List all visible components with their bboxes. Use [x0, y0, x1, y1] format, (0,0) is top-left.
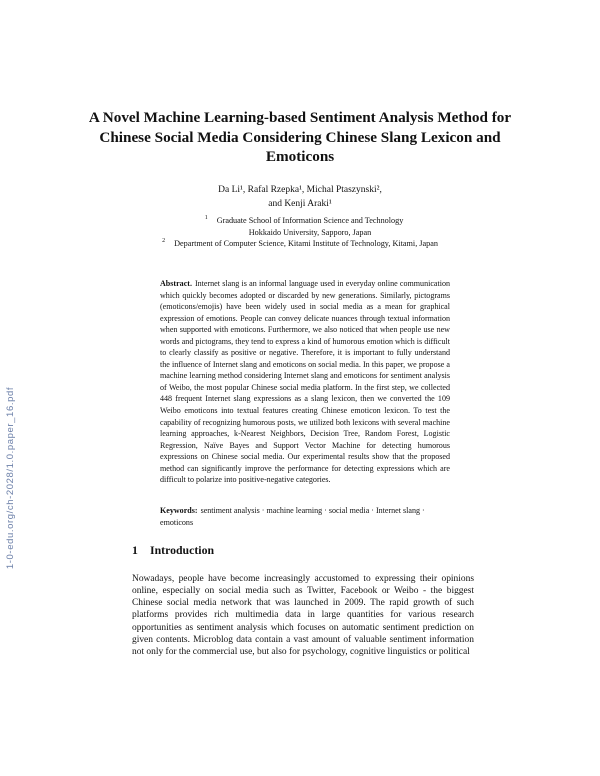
abstract-label: Abstract.: [160, 279, 192, 288]
affiliation-2-line-1: Department of Computer Science, Kitami Institute of Technology, Kitami, Japan: [174, 239, 438, 248]
abstract: [160, 278, 450, 486]
affiliation-1: [140, 215, 480, 238]
affiliation-1-line-2: Hokkaido University, Sapporo, Japan: [248, 227, 372, 237]
section-heading-introduction: [132, 543, 472, 557]
introduction-paragraph: Nowadays, people have become increasingly accustomed to expressing their opinions online, especially on social media such as Twitter, Facebook or Weibo - the biggest Chinese social media network that was launched in 2009. The rapid growth of such platforms provides rich multimedia data in large quantities for various research opportunities as sentiment analysis which focuses on automatic sentiment prediction on given contents. Microblog data contain a vast amount of valuable sentiment information not only for the commercial use, but also for psychology, cognitive linguistics or political: [132, 574, 474, 657]
author-line-1: Da Li¹, Rafal Rzepka¹, Michal Ptaszynski²,: [218, 185, 382, 195]
author-list: [120, 183, 480, 211]
arxiv-side-identifier[interactable]: 1-0-edu.org/ch-2028/1.0.paper_16.pdf: [5, 386, 16, 570]
affiliation-2-mark: 2: [162, 238, 166, 244]
keywords-label: Keywords:: [160, 506, 198, 515]
affiliation-2: [156, 238, 456, 250]
section-number: 1: [132, 543, 138, 557]
paper-title: A Novel Machine Learning-based Sentiment Analysis Method for Chinese Social Media Considering Chinese Slang Lexicon and Emoticons: [88, 109, 512, 165]
abstract-text: Internet slang is an informal language used in everyday online communication which quickly becomes adopted or discarded by new generations. Similarly, pictograms (emoticons/emojis) have been widely used in social media as a mean for graphical expression of emotions. People can convey delicate nuances through textual information when supported with emoticons. Furthermore, we also noticed that when people use new words and pictograms, they tend to express a kind of humorous emotion which is difficult to clearly classify as positive or negative. Therefore, it is important to fully understand the influence of Internet slang and emoticons on social media. In this paper, we propose a machine learning method considering Internet slang and emoticons for sentiment analysis of Weibo, the most popular Chinese social media platform. In the first step, we collected 448 frequent Internet slang expressions as a slang lexicon, then we converted the 109 Weibo emoticons into textual features creating Chinese emoticon lexicon. To test the capability of recognizing humorous posts, we utilized both lexicons with several machine learning approaches, k-Nearest Neighbors, Decision Tree, Random Forest, Logistic Regression, Naïve Bayes and Support Vector Machine for detecting humorous expressions on Chinese social media. Our experimental results show that the proposed method can significantly improve the performance for detecting expressions which are difficult to polarize into positive-negative categories.: [160, 279, 450, 485]
section-title: Introduction: [150, 543, 215, 557]
author-line-2: and Kenji Araki¹: [268, 199, 332, 209]
affiliation-1-mark: 1: [204, 215, 208, 221]
affiliation-1-line-1: Graduate School of Information Science and Technology: [216, 216, 404, 225]
keywords: [160, 505, 450, 528]
keywords-text: sentiment analysis · machine learning · social media · Internet slang · emoticons: [160, 506, 425, 527]
